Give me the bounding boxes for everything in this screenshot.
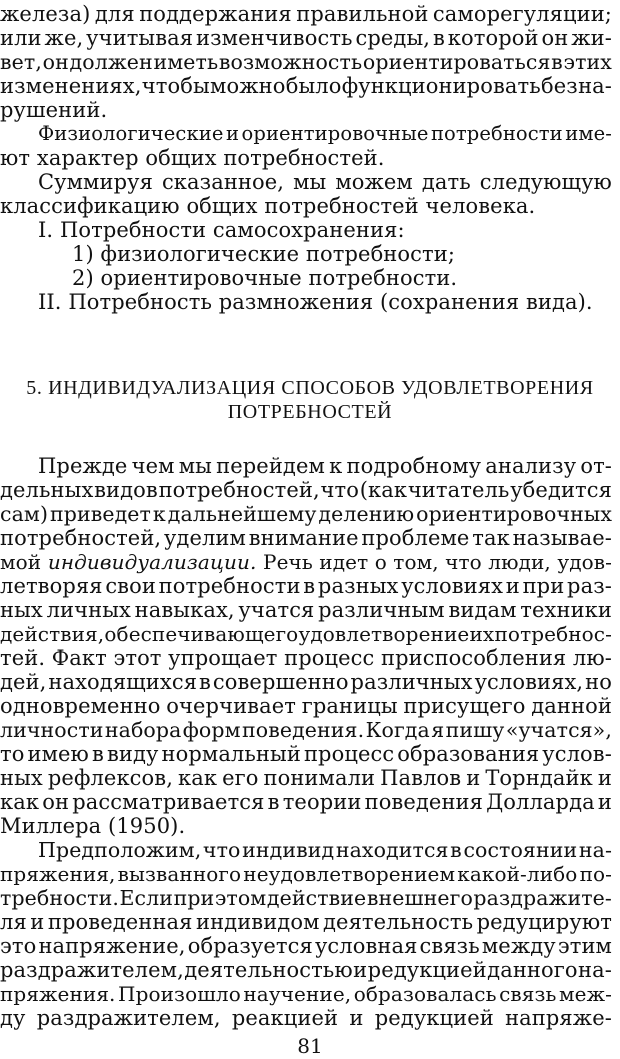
text-line-with-italic (0, 550, 612, 574)
text-line: тей. Факт этот упрощает процесс приспособления лю- (0, 646, 612, 670)
text-line: пряжения, вызванного неудовлетворением какой-либо по- (0, 862, 612, 886)
classification-subitem: 1) физиологические потребности; (72, 242, 455, 266)
text-line: дельных видов потребностей, что (как читатель убедится (0, 478, 612, 502)
text-line: ных рефлексов, как его понимали Павлов и Торндайк и (0, 766, 612, 790)
classification-item: II. Потребность размножения (сохранения вида). (38, 290, 593, 314)
text-line: рушений. (0, 98, 108, 122)
text-line: или же, учитывая изменчивость среды, в которой он жи- (0, 26, 612, 50)
text-line: действия, обеспечивающего удовлетворение их потребнос- (0, 622, 612, 646)
text-fragment: Речь идет о том, что люди, удов- (263, 550, 612, 574)
text-line: ют характер общих потребностей. (0, 146, 385, 170)
section-heading: 5. ИНДИВИДУАЛИЗАЦИЯ СПОСОБОВ УДОВЛЕТВОРЕНИЯ (26, 377, 594, 399)
text-line: раздражителем, деятельностью и редукцией данного на- (0, 958, 612, 982)
text-line: железа) для поддержания правильной саморегуляции; (0, 2, 612, 26)
text-line: одновременно очерчивает границы присущего данной (0, 694, 612, 718)
text-line: летворяя свои потребности в разных условиях и при раз- (0, 574, 612, 598)
classification-item: I. Потребности самосохранения: (38, 218, 405, 242)
text-line: пряжения. Произошло научение, образовалась связь меж- (0, 982, 612, 1006)
text-line: Суммируя сказанное, мы можем дать следующую (38, 170, 612, 194)
text-line: Физиологические и ориентировочные потребности име- (38, 122, 612, 145)
italic-term: индивидуализации. (47, 550, 257, 574)
text-line: ду раздражителем, реакцией и редукцией напряже- (0, 1006, 612, 1030)
text-line: как он рассматривается в теории поведения Долларда и (0, 790, 612, 814)
text-line: Прежде чем мы перейдем к подробному анализу от- (38, 454, 612, 478)
text-line: Миллера (1950). (0, 814, 186, 838)
text-line: это напряжение, образуется условная связь между этим (0, 934, 612, 958)
text-line: потребностей, уделим внимание проблеме так называе- (0, 526, 612, 550)
page-number: 81 (297, 1034, 323, 1058)
text-fragment: мой (0, 550, 42, 574)
text-line: ных личных навыках, учатся различным видам техники (0, 598, 612, 622)
text-line: классификацию общих потребностей человека. (0, 194, 536, 218)
text-line: требности. Если при этом действие внешнего раздражите- (0, 886, 612, 910)
section-heading: ПОТРЕБНОСТЕЙ (227, 401, 393, 423)
text-line: то имею в виду нормальный процесс образования услов- (0, 742, 612, 766)
text-line: вет, он должен иметь возможность ориентироваться в этих (0, 50, 612, 74)
text-line: изменениях, чтобы можно было функционировать без на- (0, 74, 612, 98)
text-line: личности набора форм поведения. Когда я пишу «учатся», (0, 718, 612, 742)
classification-subitem: 2) ориентировочные потребности. (72, 266, 458, 290)
text-line: ля и проведенная индивидом деятельность редуцируют (0, 910, 612, 934)
text-line: Предположим, что индивид находится в состоянии на- (38, 838, 612, 862)
text-line: сам) приведет к дальнейшему делению ориентировочных (0, 502, 612, 526)
text-line: дей, находящихся в совершенно различных условиях, но (0, 670, 612, 694)
